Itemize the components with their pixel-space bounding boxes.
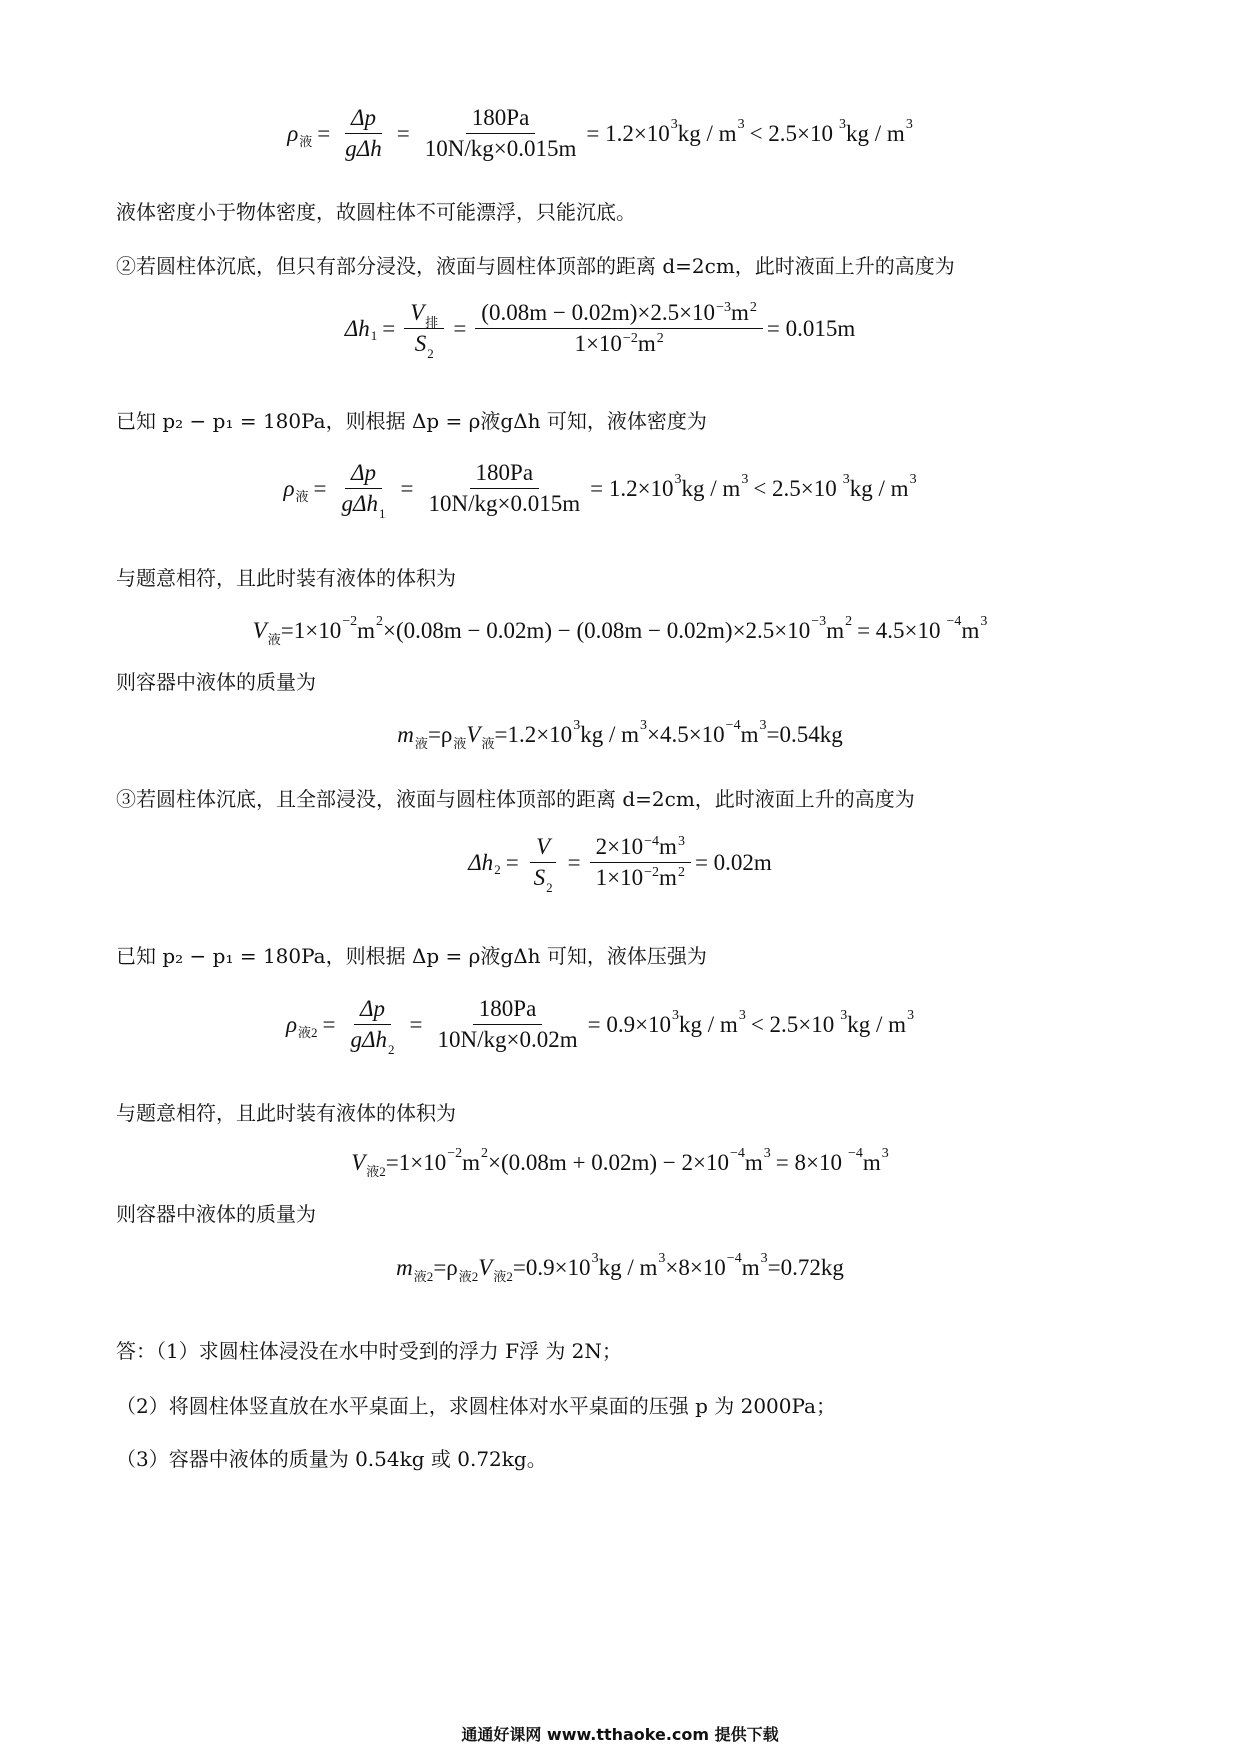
eq5-v: V xyxy=(466,722,481,747)
eq5-m: m xyxy=(397,722,414,747)
paragraph-2: ②若圆柱体沉底，但只有部分浸没，液面与圆柱体顶部的距离 d=2cm，此时液面上升的高度为 xyxy=(116,254,955,278)
eq1-u3: 3 xyxy=(737,116,745,132)
eq3-exp: 3 xyxy=(674,471,682,487)
eq3-num2: 180Pa xyxy=(470,460,540,489)
eq3-unit: kg / m xyxy=(681,475,741,501)
eq1-cmp: < 2.5×10 xyxy=(749,120,834,146)
eq5-v-sub: 液 xyxy=(481,735,495,751)
eq6-num2-exp: −4 xyxy=(644,834,660,849)
eq7-u3: 3 xyxy=(738,1007,746,1023)
eq2-num2-tail-exp: 2 xyxy=(749,300,757,315)
eq3-u4: 3 xyxy=(909,471,917,487)
eq6-num2-tail: m xyxy=(659,834,677,859)
eq2-num2-exp: −3 xyxy=(716,300,731,315)
eq2-den2-exp: −2 xyxy=(622,331,638,346)
eq9-v-sub: 液2 xyxy=(493,1268,513,1284)
eq9-e2: 3 xyxy=(658,1251,666,1266)
equation-volume-1 xyxy=(0,614,1240,647)
equation-height-2: Δh 2 = $\frac{V}{S_2}$ = $\frac{2\times 10^{-4}m^3}{1\times 10^{-2}m^2}$ = 0.02m xyxy=(468,834,772,895)
paragraph-5: 则容器中液体的质量为 xyxy=(116,670,316,694)
eq7-unit: kg / m xyxy=(679,1011,738,1037)
eq5-t4: =1.2×10 xyxy=(494,722,573,747)
eq2-num1-sub: 排 xyxy=(425,315,439,330)
eq9-rho: =ρ xyxy=(433,1255,458,1280)
eq9-m: m xyxy=(396,1255,413,1280)
eq3-num1: Δp xyxy=(345,460,382,489)
paragraph-4: 与题意相符，且此时装有液体的体积为 xyxy=(116,566,456,590)
eq1-unit: kg / m xyxy=(677,120,737,146)
eq1-unit2: kg / m xyxy=(846,120,905,146)
eq8-v-sub: 液2 xyxy=(366,1163,386,1179)
eq6-den2: 1×10 xyxy=(595,865,644,890)
paragraph-9: 则容器中液体的质量为 xyxy=(116,1202,316,1226)
eq8-t3: m xyxy=(462,1150,481,1175)
eq6-num1: V xyxy=(530,834,556,863)
eq2-den1: S xyxy=(414,331,427,356)
eq7-exp: 3 xyxy=(672,1007,680,1023)
eq8-t5: m xyxy=(744,1150,763,1175)
equation-height-1: Δh 1 = $\frac{V_排}{S_2}$ = $\frac{(0.08m - 0.02m)\times 2.5\times 10^{-3}m^2}{1\times 10^{-2}m^2}$ = 0.015m xyxy=(344,300,856,361)
eq4-t7: m xyxy=(961,618,980,643)
eq1-exp: 3 xyxy=(670,116,678,132)
eq4-e2: 2 xyxy=(376,614,383,629)
eq2-den2-tail-exp: 2 xyxy=(656,331,664,346)
eq2-result: = 0.015m xyxy=(766,315,856,341)
eq1-result: = 1.2×10 xyxy=(586,120,670,146)
equation-density-1: ρ 液 = $\frac{\Delta p}{\text{gΔh}}$ = $\frac{180Pa}{10N/kg\times 0.015m}$ = 1.2×10 3 kg / m 3 < 2.5×10 3 kg / m 3 xyxy=(287,105,913,161)
eq6-den2-tail: m xyxy=(659,865,677,890)
eq6-num2: 2×10 xyxy=(595,834,644,859)
eq8-t7: m xyxy=(862,1150,881,1175)
eq6-den1: S xyxy=(533,865,546,890)
eq4-e6: 3 xyxy=(980,614,988,629)
eq4-t2: =1×10 xyxy=(280,618,342,643)
eq2-num2-tail: m xyxy=(730,300,749,325)
eq6-result: = 0.02m xyxy=(694,849,772,875)
eq9-e4: 3 xyxy=(760,1251,768,1266)
answer-2: （2）将圆柱体竖直放在水平桌面上，求圆柱体对水平桌面的压强 p 为 2000Pa； xyxy=(116,1394,836,1418)
eq7-den2: 10N/kg×0.02m xyxy=(437,1027,578,1052)
eq6-den2-tail-exp: 2 xyxy=(677,865,685,880)
eq9-t6: ×8×10 xyxy=(665,1255,726,1280)
eq3-den1: gΔh xyxy=(341,491,378,516)
eq4-v: V xyxy=(252,618,267,643)
eq6-den1-sub: 2 xyxy=(546,880,553,895)
eq4-t6: = 4.5×10 xyxy=(857,618,941,643)
eq2-den1-sub: 2 xyxy=(427,346,434,361)
eq3-den2: 10N/kg×0.015m xyxy=(428,491,581,516)
eq7-unit2: kg / m xyxy=(847,1011,907,1037)
answer-1: 答：（1）求圆柱体浸没在水中时受到的浮力 F浮 为 2N； xyxy=(116,1339,622,1363)
eq9-e1: 3 xyxy=(591,1251,599,1266)
paragraph-1: 液体密度小于物体密度，故圆柱体不可能漂浮，只能沉底。 xyxy=(116,200,636,224)
eq5-t8: =0.54kg xyxy=(766,722,843,747)
eq7-result: = 0.9×10 xyxy=(587,1011,672,1037)
eq5-e2: 3 xyxy=(639,718,647,733)
eq8-e3: −4 xyxy=(730,1146,745,1161)
eq4-t5: m xyxy=(826,618,845,643)
eq7-cmp: < 2.5×10 xyxy=(750,1011,835,1037)
eq5-t7: m xyxy=(740,722,759,747)
eq8-e2: 2 xyxy=(481,1146,489,1161)
eq3-exp2: 3 xyxy=(842,471,850,487)
eq6-num2-tail-exp: 3 xyxy=(677,834,685,849)
eq9-t4: =0.9×10 xyxy=(512,1255,591,1280)
eq8-e1: −2 xyxy=(447,1146,463,1161)
eq7-den1-sub: 2 xyxy=(387,1042,395,1057)
eq5-t5: kg / m xyxy=(580,722,639,747)
eq8-v: V xyxy=(351,1150,366,1175)
eq5-rho-sub: 液 xyxy=(453,735,467,751)
eq1-num2: 180Pa xyxy=(466,105,536,134)
eq4-e3: −3 xyxy=(811,614,827,629)
eq7-lhs: ρ xyxy=(285,1011,297,1037)
eq5-rho: =ρ xyxy=(427,722,453,747)
paragraph-7: 已知 p₂ − p₁ = 180Pa，则根据 Δp = ρ液gΔh 可知，液体压强为 xyxy=(116,944,707,968)
eq5-t6: ×4.5×10 xyxy=(646,722,725,747)
eq1-lhs-sub: 液 xyxy=(299,134,313,149)
eq4-e4: 2 xyxy=(845,614,853,629)
eq2-lhs: Δh xyxy=(344,315,370,341)
eq1-den2: 10N/kg×0.015m xyxy=(424,136,577,161)
eq2-num1: V xyxy=(410,300,425,325)
eq5-m-sub: 液 xyxy=(414,735,428,751)
eq9-t5: kg / m xyxy=(598,1255,658,1280)
eq3-cmp: < 2.5×10 xyxy=(753,475,837,501)
eq2-den2-tail: m xyxy=(637,331,656,356)
eq4-t4: ×(0.08m − 0.02m) − (0.08m − 0.02m)×2.5×10 xyxy=(383,618,811,643)
eq4-e5: −4 xyxy=(946,614,962,629)
eq9-v: V xyxy=(478,1255,493,1280)
eq4-t3: m xyxy=(357,618,375,643)
equation-mass-1 xyxy=(0,718,1240,751)
eq3-u3: 3 xyxy=(741,471,749,487)
eq3-lhs: ρ xyxy=(283,475,295,501)
paragraph-8: 与题意相符，且此时装有液体的体积为 xyxy=(116,1101,456,1125)
eq1-den1: gΔh xyxy=(345,136,382,161)
eq3-unit2: kg / m xyxy=(849,475,909,501)
eq5-e4: 3 xyxy=(759,718,767,733)
equation-mass-2 xyxy=(0,1251,1240,1284)
eq5-e3: −4 xyxy=(725,718,741,733)
eq8-e6: 3 xyxy=(881,1146,889,1161)
eq8-t2: =1×10 xyxy=(385,1150,447,1175)
eq8-t6: = 8×10 xyxy=(775,1150,842,1175)
eq7-num2: 180Pa xyxy=(473,996,543,1025)
footer-credit: 通通好课网 www.tthaoke.com 提供下载 xyxy=(461,1725,779,1744)
eq1-lhs: ρ xyxy=(287,120,299,146)
eq3-lhs-sub: 液 xyxy=(295,489,309,504)
eq7-lhs-sub: 液2 xyxy=(297,1025,318,1040)
eq9-t8: =0.72kg xyxy=(767,1255,844,1280)
eq7-num1: Δp xyxy=(354,996,391,1025)
paragraph-3: 已知 p₂ − p₁ = 180Pa，则根据 Δp = ρ液gΔh 可知，液体密度为 xyxy=(116,409,707,433)
eq4-v-sub: 液 xyxy=(267,631,281,647)
eq1-num1: Δp xyxy=(345,105,382,134)
eq7-u4: 3 xyxy=(907,1007,915,1023)
eq3-den1-sub: 1 xyxy=(378,506,386,521)
equation-density-3: ρ 液2 = $\frac{\Delta p}{g\Delta h_2}$ = $\frac{180Pa}{10N/kg\times 0.02m}$ = 0.9×10 3 kg / m 3 < 2.5×10 3 kg / m 3 xyxy=(285,996,915,1057)
eq2-lhs-sub: 1 xyxy=(370,327,378,343)
eq6-lhs-sub: 2 xyxy=(494,861,501,877)
paragraph-6: ③若圆柱体沉底，且全部浸没，液面与圆柱体顶部的距离 d=2cm，此时液面上升的高度为 xyxy=(116,787,915,811)
eq3-result: = 1.2×10 xyxy=(590,475,674,501)
equation-volume-2 xyxy=(0,1146,1240,1179)
eq6-den2-exp: −2 xyxy=(644,865,660,880)
eq9-rho-sub: 液2 xyxy=(458,1268,479,1284)
answer-3: （3）容器中液体的质量为 0.54kg 或 0.72kg。 xyxy=(116,1447,547,1471)
eq7-den1: gΔh xyxy=(350,1027,387,1052)
equation-density-2: ρ 液 = $\frac{\Delta p}{g\Delta h_1}$ = $\frac{180Pa}{10N/kg\times 0.015m}$ = 1.2×10 3 kg / m 3 < 2.5×10 3 kg / m 3 xyxy=(283,460,917,521)
eq1-exp2: 3 xyxy=(839,116,847,132)
eq8-e5: −4 xyxy=(848,1146,863,1161)
eq5-e1: 3 xyxy=(573,718,581,733)
eq2-den2: 1×10 xyxy=(574,331,622,356)
eq7-exp2: 3 xyxy=(840,1007,848,1023)
eq8-e4: 3 xyxy=(763,1146,771,1161)
eq8-t4: ×(0.08m + 0.02m) − 2×10 xyxy=(488,1150,729,1175)
eq1-u4: 3 xyxy=(905,116,913,132)
eq9-t7: m xyxy=(741,1255,760,1280)
eq2-num2: (0.08m − 0.02m)×2.5×10 xyxy=(481,300,716,325)
eq6-lhs: Δh xyxy=(468,849,494,875)
eq9-e3: −4 xyxy=(726,1251,742,1266)
eq4-e1: −2 xyxy=(342,614,358,629)
eq9-m-sub: 液2 xyxy=(413,1268,434,1284)
